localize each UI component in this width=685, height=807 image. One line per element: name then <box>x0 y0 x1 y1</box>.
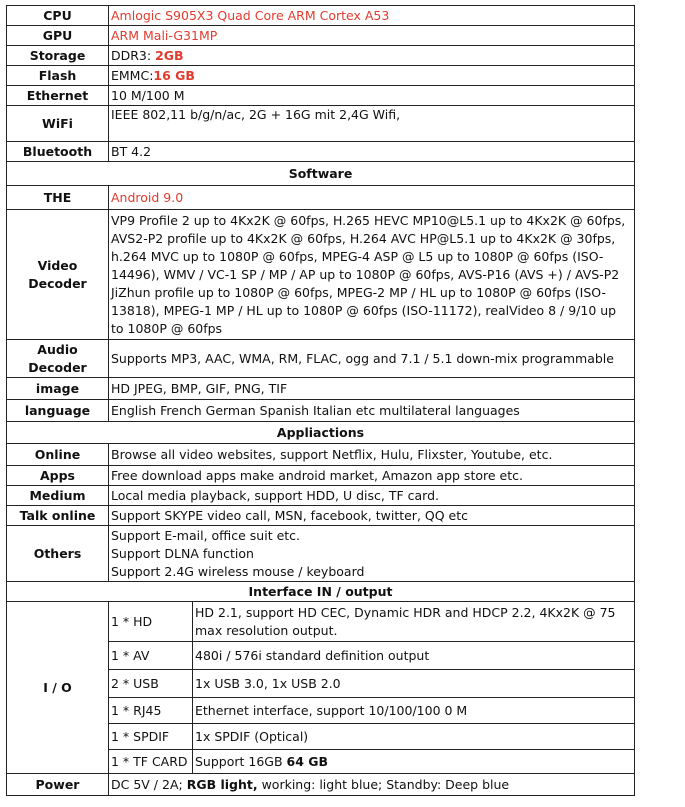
bluetooth-value: BT 4.2 <box>109 142 635 162</box>
row-software-heading <box>7 162 635 186</box>
row-power <box>7 774 635 796</box>
row-online <box>7 444 635 466</box>
port-desc: 1x USB 3.0, 1x USB 2.0 <box>193 670 635 698</box>
others-line-1: Support E-mail, office suit etc. <box>111 527 301 543</box>
port-name: 1 * RJ45 <box>109 698 193 724</box>
audio-decoder-label-1: Audio <box>37 341 78 357</box>
row-wifi <box>7 106 635 142</box>
talk-online-value: Support SKYPE video call, MSN, facebook, twitter, QQ etc <box>109 506 635 526</box>
video-decoder-label-2: Decoder <box>28 275 87 291</box>
port-desc: HD 2.1, support HD CEC, Dynamic HDR and HDCP 2.2, 4Kx2K @ 75 max resolution output. <box>193 602 635 642</box>
applications-heading: Appliactions <box>7 422 635 444</box>
others-line-2: Support DLNA function <box>111 545 254 561</box>
port-desc: 1x SPDIF (Optical) <box>193 724 635 750</box>
row-apps <box>7 466 635 486</box>
wifi-label: WiFi <box>7 106 109 142</box>
port-name: 2 * USB <box>109 670 193 698</box>
video-decoder-label <box>7 210 109 340</box>
row-os <box>7 186 635 210</box>
row-storage <box>7 46 635 66</box>
spec-table <box>6 5 635 796</box>
others-value <box>109 526 635 582</box>
language-label: language <box>7 400 109 422</box>
row-image <box>7 378 635 400</box>
port-name: 1 * TF CARD <box>109 750 193 774</box>
row-port-hd <box>7 602 635 642</box>
power-prefix: DC 5V / 2A; <box>111 776 187 792</box>
row-applications-heading <box>7 422 635 444</box>
power-suffix: working: light blue; Standby: Deep blue <box>257 776 510 792</box>
port-name: 1 * SPDIF <box>109 724 193 750</box>
row-talk-online <box>7 506 635 526</box>
image-label: image <box>7 378 109 400</box>
apps-label: Apps <box>7 466 109 486</box>
row-gpu <box>7 26 635 46</box>
apps-value: Free download apps make android market, Amazon app store etc. <box>109 466 635 486</box>
power-value <box>109 774 635 796</box>
power-label: Power <box>7 774 109 796</box>
online-value: Browse all video websites, support Netflix, Hulu, Flixster, Youtube, etc. <box>109 444 635 466</box>
tf-desc: Support 16GB <box>195 753 287 769</box>
row-ethernet <box>7 86 635 106</box>
port-name: 1 * HD <box>109 602 193 642</box>
tf-desc-bold: 64 GB <box>286 753 329 769</box>
bluetooth-label: Bluetooth <box>7 142 109 162</box>
storage-label: Storage <box>7 46 109 66</box>
power-bold: RGB light, <box>186 776 258 792</box>
gpu-label: GPU <box>7 26 109 46</box>
storage-value <box>109 46 635 66</box>
medium-value: Local media playback, support HDD, U disc, TF card. <box>109 486 635 506</box>
cpu-label: CPU <box>7 6 109 26</box>
wifi-value: IEEE 802,11 b/g/n/ac, 2G + 16G mit 2,4G Wifi, <box>109 106 635 142</box>
flash-prefix: EMMC: <box>111 67 154 83</box>
language-value: English French German Spanish Italian etc multilateral languages <box>109 400 635 422</box>
flash-highlight: 16 GB <box>153 67 195 83</box>
row-interface-heading <box>7 582 635 602</box>
video-decoder-label-1: Video <box>37 257 78 273</box>
row-medium <box>7 486 635 506</box>
os-label: THE <box>7 186 109 210</box>
medium-label: Medium <box>7 486 109 506</box>
cpu-value: Amlogic S905X3 Quad Core ARM Cortex A53 <box>109 6 635 26</box>
ethernet-label: Ethernet <box>7 86 109 106</box>
port-desc: Ethernet interface, support 10/100/100 0 M <box>193 698 635 724</box>
ethernet-value: 10 M/100 M <box>109 86 635 106</box>
port-desc <box>193 750 635 774</box>
others-line-3: Support 2.4G wireless mouse / keyboard <box>111 563 365 579</box>
audio-decoder-label-2: Decoder <box>28 359 87 375</box>
storage-highlight: 2GB <box>155 47 184 63</box>
others-label: Others <box>7 526 109 582</box>
storage-prefix: DDR3: <box>111 47 156 63</box>
row-flash <box>7 66 635 86</box>
image-value: HD JPEG, BMP, GIF, PNG, TIF <box>109 378 635 400</box>
audio-decoder-label <box>7 340 109 378</box>
row-language <box>7 400 635 422</box>
port-name: 1 * AV <box>109 642 193 670</box>
interface-heading: Interface IN / output <box>7 582 635 602</box>
port-desc: 480i / 576i standard definition output <box>193 642 635 670</box>
row-video-decoder <box>7 210 635 340</box>
io-label: I / O <box>7 602 109 774</box>
gpu-value: ARM Mali-G31MP <box>109 26 635 46</box>
video-decoder-value: VP9 Profile 2 up to 4Kx2K @ 60fps, H.265 HEVC MP10@L5.1 up to 4Kx2K @ 60fps, AVS2-P2 profile up to 4Kx2K @ 60fps, H.264 AVC HP@L5.1 up to 4Kx2K @ 30fps, h.264 MVC up to 1080P @ 60fps, MPEG-4 ASP @ L5 up to 1080P @ 60fps (ISO-14496), WMV / VC-1 SP / MP / AP up to 1080P @ 60fps, AVS-P16 (AVS +) / AVS-P2 JiZhun profile up to 1080P @ 60fps, MPEG-2 MP / HL up to 1080P @ 60fps (ISO-13818), MPEG-1 MP / HL up to 1080P @ 60fps (ISO-11172), realVideo 8 / 9/10 up to 1080P @ 60fps <box>109 210 635 340</box>
online-label: Online <box>7 444 109 466</box>
row-cpu <box>7 6 635 26</box>
row-audio-decoder <box>7 340 635 378</box>
row-others <box>7 526 635 582</box>
audio-decoder-value: Supports MP3, AAC, WMA, RM, FLAC, ogg and 7.1 / 5.1 down-mix programmable <box>109 340 635 378</box>
software-heading: Software <box>7 162 635 186</box>
flash-label: Flash <box>7 66 109 86</box>
row-bluetooth <box>7 142 635 162</box>
os-value: Android 9.0 <box>109 186 635 210</box>
flash-value <box>109 66 635 86</box>
talk-online-label: Talk online <box>7 506 109 526</box>
